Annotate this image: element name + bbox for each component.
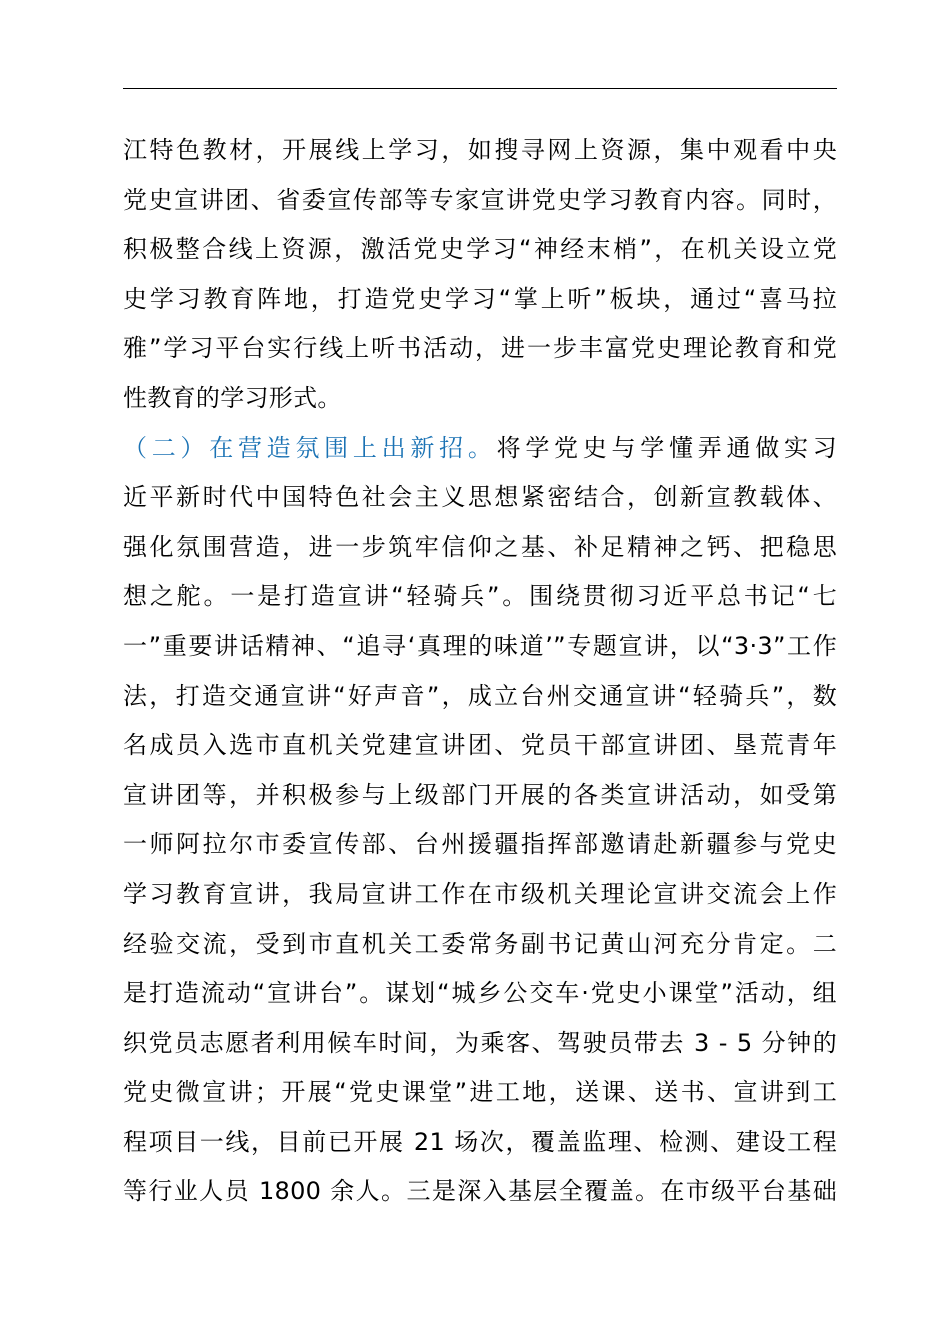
text-line: 想之舵。一是打造宣讲“轻骑兵”。围绕贯彻习近平总书记“七 — [123, 582, 837, 611]
text-line: 宣讲团等，并积极参与上级部门开展的各类宣讲活动，如受第 — [123, 780, 837, 809]
text-line: 党史微宣讲；开展“党史课堂”进工地，送课、送书、宣讲到工 — [123, 1078, 837, 1107]
header-rule — [123, 88, 837, 89]
text-line: 江特色教材，开展线上学习，如搜寻网上资源，集中观看中央 — [123, 136, 837, 164]
text-line: 一”重要讲话精神、“追寻‘真理的味道’”专题宣讲，以“3·3”工作 — [123, 631, 837, 660]
paragraph-first-line — [123, 424, 837, 474]
text-line: 雅”学习平台实行线上听书活动，进一步丰富党史理论教育和党 — [123, 334, 837, 363]
text-line: 织党员志愿者利用候车时间，为乘客、驾驶员带去 3 - 5 分钟的 — [123, 1028, 837, 1057]
section-heading: （二）在营造氛围上出新招。 — [123, 433, 497, 462]
text-line: 程项目一线，目前已开展 21 场次，覆盖监理、检测、建设工程 — [123, 1127, 837, 1156]
text-line: 党史宣讲团、省委宣传部等专家宣讲党史学习教育内容。同时， — [123, 185, 837, 214]
text-line: 是打造流动“宣讲台”。谋划“城乡公交车·党史小课堂”活动，组 — [123, 979, 837, 1008]
text-line: 名成员入选市直机关党建宣讲团、党员干部宣讲团、垦荒青年 — [123, 731, 837, 760]
text-line: 强化氛围营造，进一步筑牢信仰之基、补足精神之钙、把稳思 — [123, 532, 837, 561]
text-line: 学习教育宣讲，我局宣讲工作在市级机关理论宣讲交流会上作 — [123, 879, 837, 908]
text-line: 经验交流，受到市直机关工委常务副书记黄山河充分肯定。二 — [123, 929, 837, 958]
text-line: 性教育的学习形式。 — [123, 383, 342, 412]
text-line-rest: 将学党史与学懂弄通做实习 — [496, 433, 837, 462]
text-line: 积极整合线上资源，激活党史学习“神经末梢”，在机关设立党 — [123, 235, 837, 264]
text-line: 近平新时代中国特色社会主义思想紧密结合，创新宣教载体、 — [123, 483, 837, 512]
document-body — [123, 126, 837, 1217]
text-line: 一师阿拉尔市委宣传部、台州援疆指挥部邀请赴新疆参与党史 — [123, 830, 837, 859]
text-line: 法，打造交通宣讲“好声音”，成立台州交通宣讲“轻骑兵”，数 — [123, 681, 837, 710]
text-line: 史学习教育阵地，打造党史学习“掌上听”板块，通过“喜马拉 — [123, 284, 837, 313]
text-line: 等行业人员 1800 余人。三是深入基层全覆盖。在市级平台基础 — [123, 1177, 837, 1206]
